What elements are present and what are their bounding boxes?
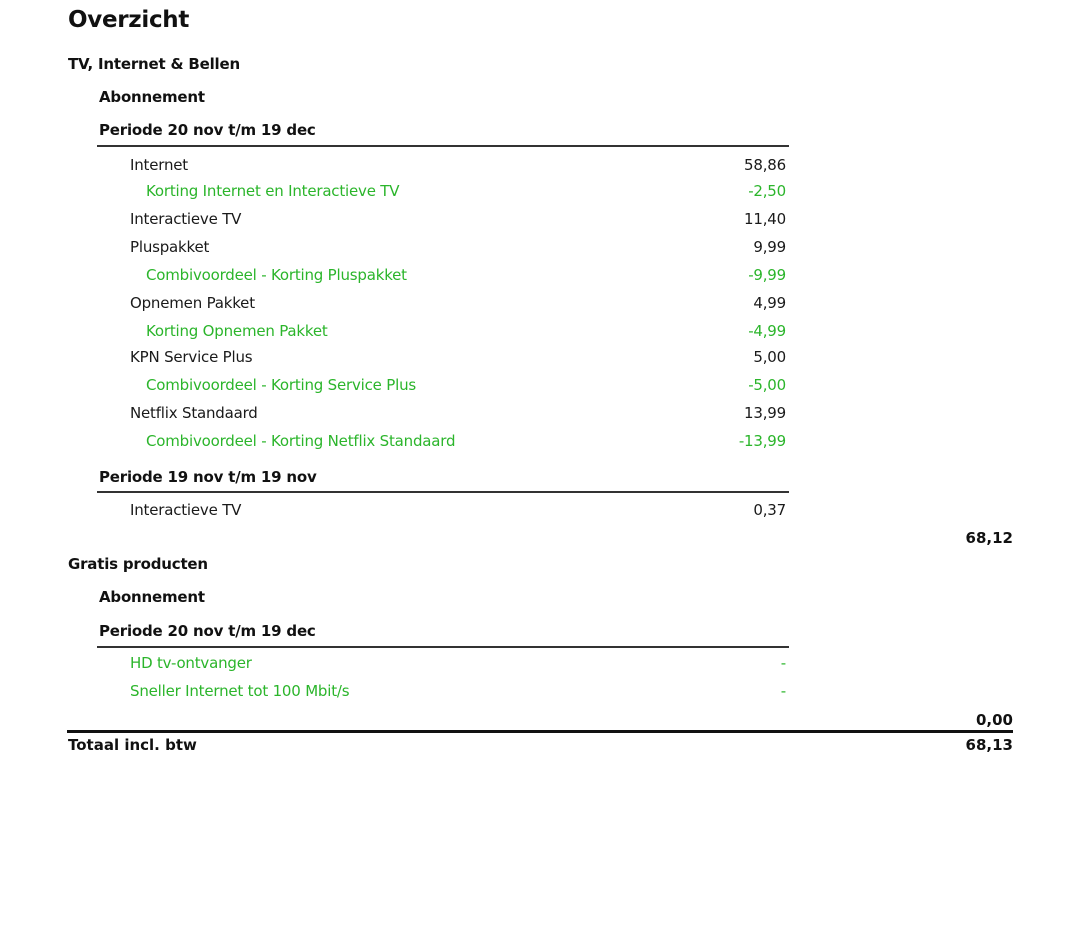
item-amount: 0,37 — [753, 501, 786, 519]
section-heading-tv-internet: TV, Internet & Bellen — [68, 55, 240, 73]
item-amount: -13,99 — [738, 432, 786, 450]
item-amount: - — [780, 654, 786, 672]
list-item — [97, 654, 786, 678]
section2-period1-label: Periode 20 nov t/m 19 dec — [99, 622, 316, 640]
page-title: Overzicht — [68, 7, 190, 33]
period-divider — [97, 145, 789, 147]
item-label: Interactieve TV — [130, 210, 242, 228]
section1-period1-label: Periode 20 nov t/m 19 dec — [99, 121, 316, 139]
section1-period2-label: Periode 19 nov t/m 19 nov — [99, 468, 317, 486]
item-amount: -5,00 — [748, 376, 786, 394]
item-amount: -4,99 — [748, 322, 786, 340]
item-label: Netflix Standaard — [130, 404, 258, 422]
section-heading-gratis-producten: Gratis producten — [68, 555, 208, 573]
total-amount: 68,13 — [965, 736, 1013, 754]
item-amount: 58,86 — [744, 156, 786, 174]
list-item — [97, 376, 786, 400]
item-amount: - — [780, 682, 786, 700]
list-item — [97, 348, 786, 372]
item-label: HD tv-ontvanger — [130, 654, 252, 672]
item-amount: 9,99 — [753, 238, 786, 256]
item-label: Korting Internet en Interactieve TV — [146, 182, 400, 200]
item-amount: -2,50 — [748, 182, 786, 200]
section1-subtotal: 68,12 — [965, 529, 1013, 547]
list-item — [97, 432, 786, 456]
section2-subheading: Abonnement — [99, 588, 205, 606]
item-amount: 11,40 — [744, 210, 786, 228]
item-amount: 4,99 — [753, 294, 786, 312]
item-label: Combivoordeel - Korting Service Plus — [146, 376, 416, 394]
item-amount: 5,00 — [753, 348, 786, 366]
item-label: Interactieve TV — [130, 501, 242, 519]
list-item — [97, 294, 786, 318]
list-item — [97, 404, 786, 428]
list-item — [97, 210, 786, 234]
list-item — [97, 501, 786, 525]
section2-subtotal: 0,00 — [975, 711, 1013, 729]
period-divider — [97, 646, 789, 648]
list-item — [97, 322, 786, 346]
item-label: Combivoordeel - Korting Pluspakket — [146, 266, 407, 284]
item-label: KPN Service Plus — [130, 348, 253, 366]
list-item — [97, 238, 786, 262]
item-amount: -9,99 — [748, 266, 786, 284]
item-label: Internet — [130, 156, 188, 174]
list-item — [97, 182, 786, 206]
list-item — [97, 156, 786, 180]
item-label: Combivoordeel - Korting Netflix Standaard — [146, 432, 456, 450]
item-amount: 13,99 — [744, 404, 786, 422]
total-label: Totaal incl. btw — [68, 736, 197, 754]
item-label: Pluspakket — [130, 238, 210, 256]
item-label: Korting Opnemen Pakket — [146, 322, 328, 340]
total-divider — [67, 730, 1013, 733]
item-label: Opnemen Pakket — [130, 294, 255, 312]
list-item — [97, 682, 786, 706]
period-divider — [97, 491, 789, 493]
section1-subheading: Abonnement — [99, 88, 205, 106]
item-label: Sneller Internet tot 100 Mbit/s — [130, 682, 350, 700]
list-item — [97, 266, 786, 290]
